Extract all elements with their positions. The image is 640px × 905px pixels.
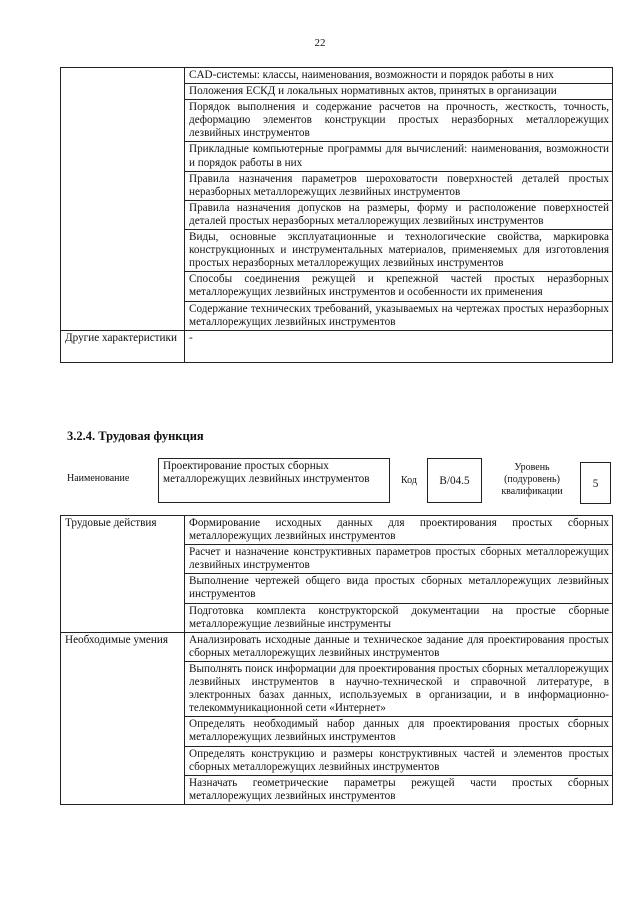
row-label: Другие характеристики bbox=[61, 330, 185, 362]
name-label: Наименование bbox=[67, 473, 130, 484]
table-cell: Анализировать исходные данные и техническое задание для проектирования простых сборных металлорежущих лезвийных инструментов bbox=[185, 632, 613, 661]
table-cell: Содержание технических требований, указываемых на чертежах простых неразборных металлорежущих лезвийных инструментов bbox=[185, 301, 613, 330]
knowledge-table bbox=[60, 67, 613, 363]
table-cell: Способы соединения режущей и крепежной частей простых неразборных металлорежущих лезвийных инструментов и особенности их применения bbox=[185, 272, 613, 301]
level-value: 5 bbox=[580, 462, 611, 504]
table-cell: Определять конструкцию и размеры конструктивных частей и элементов простых сборных металлорежущих лезвийных инструментов bbox=[185, 746, 613, 775]
table-cell: Порядок выполнения и содержание расчетов на прочность, жесткость, точность, деформацию элементов конструкции простых неразборных металлорежущих лезвийных инструментов bbox=[185, 100, 613, 142]
table-cell: Правила назначения параметров шероховатости поверхностей деталей простых неразборных металлорежущих лезвийных инструментов bbox=[185, 171, 613, 200]
table-row bbox=[61, 330, 613, 362]
table-row bbox=[61, 68, 613, 84]
page-number: 22 bbox=[314, 37, 326, 49]
name-value: Проектирование простых сборных металлорежущих лезвийных инструментов bbox=[158, 458, 390, 503]
table-cell: - bbox=[185, 330, 613, 362]
row-label: Необходимые умения bbox=[61, 632, 185, 804]
row-label: Трудовые действия bbox=[61, 516, 185, 633]
table-cell: Прикладные компьютерные программы для вычислений: наименования, возможности и порядок работы в них bbox=[185, 142, 613, 171]
table-cell: Определять необходимый набор данных для проектирования простых сборных металлорежущих лезвийных инструментов bbox=[185, 717, 613, 746]
table-cell: Расчет и назначение конструктивных параметров простых сборных металлорежущих лезвийных инструментов bbox=[185, 545, 613, 574]
code-value: B/04.5 bbox=[427, 458, 482, 503]
table-cell: Выполнять поиск информации для проектирования простых сборных металлорежущих лезвийных инструментов в научно-технической и справочной литературе, в электронных базах данных, используемых в организации, и в информационно-телекоммуникационной сети «Интернет» bbox=[185, 661, 613, 716]
table-cell: Виды, основные эксплуатационные и технологические свойства, маркировка конструкционных и инструментальных материалов, применяемых для изготовления простых неразборных металлорежущих лезвийных инструментов bbox=[185, 230, 613, 272]
code-label: Код bbox=[401, 475, 417, 486]
labor-actions-table bbox=[60, 515, 613, 805]
table-cell: CAD-системы: классы, наименования, возможности и порядок работы в них bbox=[185, 68, 613, 84]
section-title: 3.2.4. Трудовая функция bbox=[67, 429, 204, 443]
table-row bbox=[61, 516, 613, 545]
row-label bbox=[61, 68, 185, 331]
table-cell: Назначать геометрические параметры режущей части простых сборных металлорежущих лезвийных инструментов bbox=[185, 775, 613, 804]
table-cell: Подготовка комплекта конструкторской документации на простые сборные металлорежущие лезвийные инструменты bbox=[185, 603, 613, 632]
level-label: Уровень (подуровень) квалификации bbox=[501, 462, 563, 497]
table-cell: Выполнение чертежей общего вида простых сборных металлорежущих лезвийных инструментов bbox=[185, 574, 613, 603]
table-cell: Формирование исходных данных для проектирования простых сборных металлорежущих лезвийных инструментов bbox=[185, 516, 613, 545]
table-cell: Положения ЕСКД и локальных нормативных актов, принятых в организации bbox=[185, 84, 613, 100]
table-row bbox=[61, 632, 613, 661]
table-cell: Правила назначения допусков на размеры, форму и расположение поверхностей деталей простых неразборных металлорежущих лезвийных инструментов bbox=[185, 200, 613, 229]
